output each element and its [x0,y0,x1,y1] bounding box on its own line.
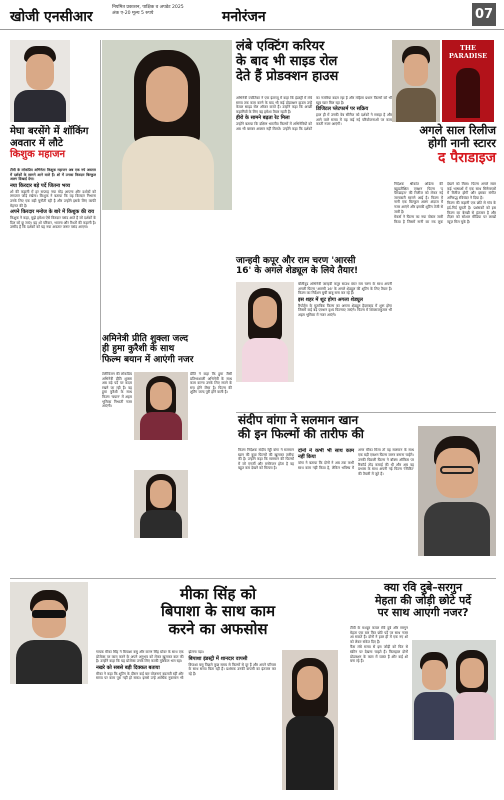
story2-headline: लंबे एक्टिंग करियर के बाद भी साइड रोल देते हैं प्रोडक्शन हाउस [236,39,339,84]
newspaper-logo: खोजी एनसीआर [10,9,93,25]
kishuk-photo [10,40,70,122]
sunglasses-icon [32,610,66,618]
bipasha-photo [282,650,338,790]
sandeep-photo [418,426,496,556]
story7-headline: मीका सिंह को बिपाशा के साथ काम करने का अफसोस [160,585,276,638]
story4-body: बॉलीवुड अभिनेत्री जान्हवी कपूर साउथ स्टार राम चरण के साथ अपनी अगली फिल्म 'आरसी 16' के अगले शेड्यूल की शूटिंग के लिए तैयार हैं। फिल्म का निर्देशन बुची बाबू सना कर रहे हैं। इस शहर में शूट होगा अगला शेड्यूल रिपोर्ट्स के मुताबिक फिल्म का अगला शेड्यूल हैदराबाद में शुरू होगा जिसमें कई बड़े एक्शन दृश्य फिल्माए जाएंगे। फिल्म में शिवराजकुमार भी अहम भूमिका में नजर आएंगे। [298,282,392,317]
story1-body: टीवी के लोकप्रिय अभिनेता किशुक महाजन अब एक नये अवतार में दर्शकों के सामने आने वाले हैं। शो में उनका किरदार बिल्कुल अलग दिखाई देगा। नया किरदार बड़े पर्दे जितना भव्य शो की कहानी में हर सप्ताह नया मोड़ आएगा और दर्शकों को लगातार जोड़े रखेगा। किशुक ने बताया कि यह किरदार निभाना उनके लिए एक बड़ी चुनौती रही है और उन्होंने इसके लिए काफी मेहनत की है। अपने किरदार मनोज के बारे में किशुक की राय किशुक ने कहा, मुझे हमेशा ऐसे किरदार पसंद आते हैं जो दर्शकों के दिल को छू जाएं। यह शो परिवार, भावना और रिश्तों की कहानी है। उम्मीद है कि दर्शकों को यह नया अवतार जरूर पसंद आएगा। [10,168,96,230]
page-number: 07 [472,3,496,26]
section-title: मनोरंजन [222,9,266,25]
story5-body-left: टेलीविजन की लोकप्रिय अभिनेत्री प्रीति शुक्ला अब बड़े पर्दे पर कदम रखने जा रही हैं। वह हुमा कुरैशी के साथ फिल्म 'बयान' में अहम भूमिका निभाती नजर आएंगी। [102,372,132,409]
glasses-icon [440,466,474,474]
story8-body: टीवी के मशहूर कपल रवि दुबे और सरगुन मेहता एक बार फिर छोटे पर्दे पर साथ नजर आ सकते हैं। दोनों ने हाल ही में एक नए शो को लेकर संकेत दिए हैं। फैंस लंबे समय से इस जोड़ी को फिर से स्क्रीन पर देखना चाहते हैं। फिलहाल दोनों प्रोडक्शन के काम में व्यस्त हैं और कई शो बना रहे हैं। [350,626,408,664]
story2-body: अभिनेत्री ज्योतिका ने एक इंटरव्यू में कहा कि इंडस्ट्री में लंबे समय तक काम करने के बाद भी कई प्रोडक्शन हाउस उन्हें केवल साइड रोल ऑफर करते हैं। उन्होंने कहा कि अच्छी कहानियों के लिए वह हमेशा तैयार रहती हैं। हीरो के सामने बढ़ता रेट मिला उन्होंने बताया कि दक्षिण भारतीय फिल्मों में अभिनेत्रियों को अब भी बराबर अवसर नहीं मिलते। उन्होंने कहा कि दर्शकों का नजरिया बदल रहा है और महिला प्रधान फिल्मों को भी खूब प्यार मिल रहा है। डिजिटल प्लेटफार्म पर सक्रिय हाल ही में उनकी वेब सीरीज को दर्शकों ने सराहा है और आने वाले समय में वह कई नई परियोजनाओं पर काम करती नजर आएंगी। [236,96,392,131]
column-rule [100,40,101,360]
story7-body: गायक मीका सिंह ने बिपाशा बसु और करण सिंह ग्रोवर के साथ एक प्रोजेक्ट पर काम करने के अपने अनुभव को लेकर खुलकर बात की है। उन्होंने कहा कि यह प्रोजेक्ट उनके लिए काफी मुश्किल भरा रहा। नखरे को सबसे बड़ी दिक्कत बताया मीका ने कहा कि शूटिंग के दौरान कई बार योजनाएं बदलती रहीं और समय पर काम पूरा नहीं हो सका। इससे उन्हें आर्थिक नुकसान भी झेलना पड़ा। बिपाशा इंडस्ट्री में शानदार वापसी बिपाशा बसु पिछले कुछ समय से फिल्मों से दूर हैं और अपने परिवार के साथ समय बिता रही हैं। प्रशंसक उनकी वापसी का इंतजार कर रहे हैं। [96,650,276,681]
story5-headline: अमिनेत्री प्रीति शुक्ला जल्द ही हुमा कुरैशी के साथ फिल्म बयान में आएंगी नजर [102,334,194,365]
janhvi-photo [236,282,294,382]
nani-photo [392,40,440,122]
section-rule-bottom [10,578,496,579]
preeti-photo [134,372,188,440]
story3-body: निर्देशक श्रीकांत ओडेला की बहुप्रतीक्षित एक्शन फिल्म 'द पैराडाइज' की रिलीज को लेकर नई जानकारी सामने आई है। फिल्म में नानी एक बिल्कुल अलग अंदाज में नजर आएंगे और इसकी शूटिंग तेजी से जारी है। मेकर्स ने फिल्म का नया पोस्टर जारी किया है जिसमें नानी का रफ लुक देखने को मिला। फिल्म अगले साल कई भाषाओं में एक साथ सिनेमाघरों में रिलीज होगी और इसका संगीत अनिरुद्ध रविचंदर ने दिया है। फिल्म की कहानी एक छोटे से गांव के इर्द-गिर्द घूमती है। प्रशंसकों को इस फिल्म का बेसब्री से इंतजार है और टीज़र को सोशल मीडिया पर लाखों व्यूज़ मिल चुके हैं। [394,182,496,224]
huma-photo [134,470,188,538]
jyothika-photo [102,40,232,210]
story6-body: फिल्म निर्देशक संदीप रेड्डी वांगा ने सलमान खान की कुछ फिल्मों की खुलकर तारीफ की है। उन्होंने कहा कि सलमान की फिल्मों में जो एनर्जी और मनोरंजन होता है वह बहुत कम देखने को मिलता है। दोनों ने कभी भी साथ काम नहीं किया वांगा ने बताया कि दोनों ने अब तक कभी साथ काम नहीं किया है, लेकिन भविष्य में अगर मौका मिला तो वह सलमान के साथ एक बड़ी एक्शन फिल्म जरूर बनाना चाहेंगे। उनकी पिछली फिल्म ने बॉक्स ऑफिस पर रिकॉर्ड तोड़ कमाई की थी और अब वह प्रभास के साथ अपनी नई फिल्म 'स्पिरिट' की तैयारी में जुटे हैं। [238,448,414,476]
story6-headline: संदीप वांगा ने सलमान खान की इन फिल्मों की तारीफ की [238,413,364,441]
ravi-sargun-photo [412,640,496,740]
masthead [0,0,504,30]
mika-photo [10,582,88,684]
issue-info: नियमित प्रकाशन, पाक्षिक व अपडेट 2025 अंक ए-20 मूल्य 5 रुपये [112,5,184,16]
story4-headline: जान्हवी कपूर और राम चरण 'आरसी 16' के अगले शेड्यूल के लिये तैयार! [236,256,359,277]
story1-headline: मेघा बरसेंगे में शॉकिंग अवतार में लौटे किशुक महाजन [10,126,89,160]
story8-headline: क्या रवि दुबे–सरगुन मेहता की जोड़ी छोटे पर्दे पर साथ आएगी नजर? [374,581,472,620]
story3-headline: अगले साल रिलीज होगी नानी स्टारर द पैराडाइज [419,123,496,167]
story5-body-right: प्रीति ने कहा कि हुमा जैसी प्रतिभाशाली अभिनेत्री के साथ काम करना उनके लिए सपने के सच होने जैसा है। फिल्म की शूटिंग जल्द पूरी होने वाली है। [190,372,232,395]
paradise-poster: THE PARADISE [442,40,494,122]
